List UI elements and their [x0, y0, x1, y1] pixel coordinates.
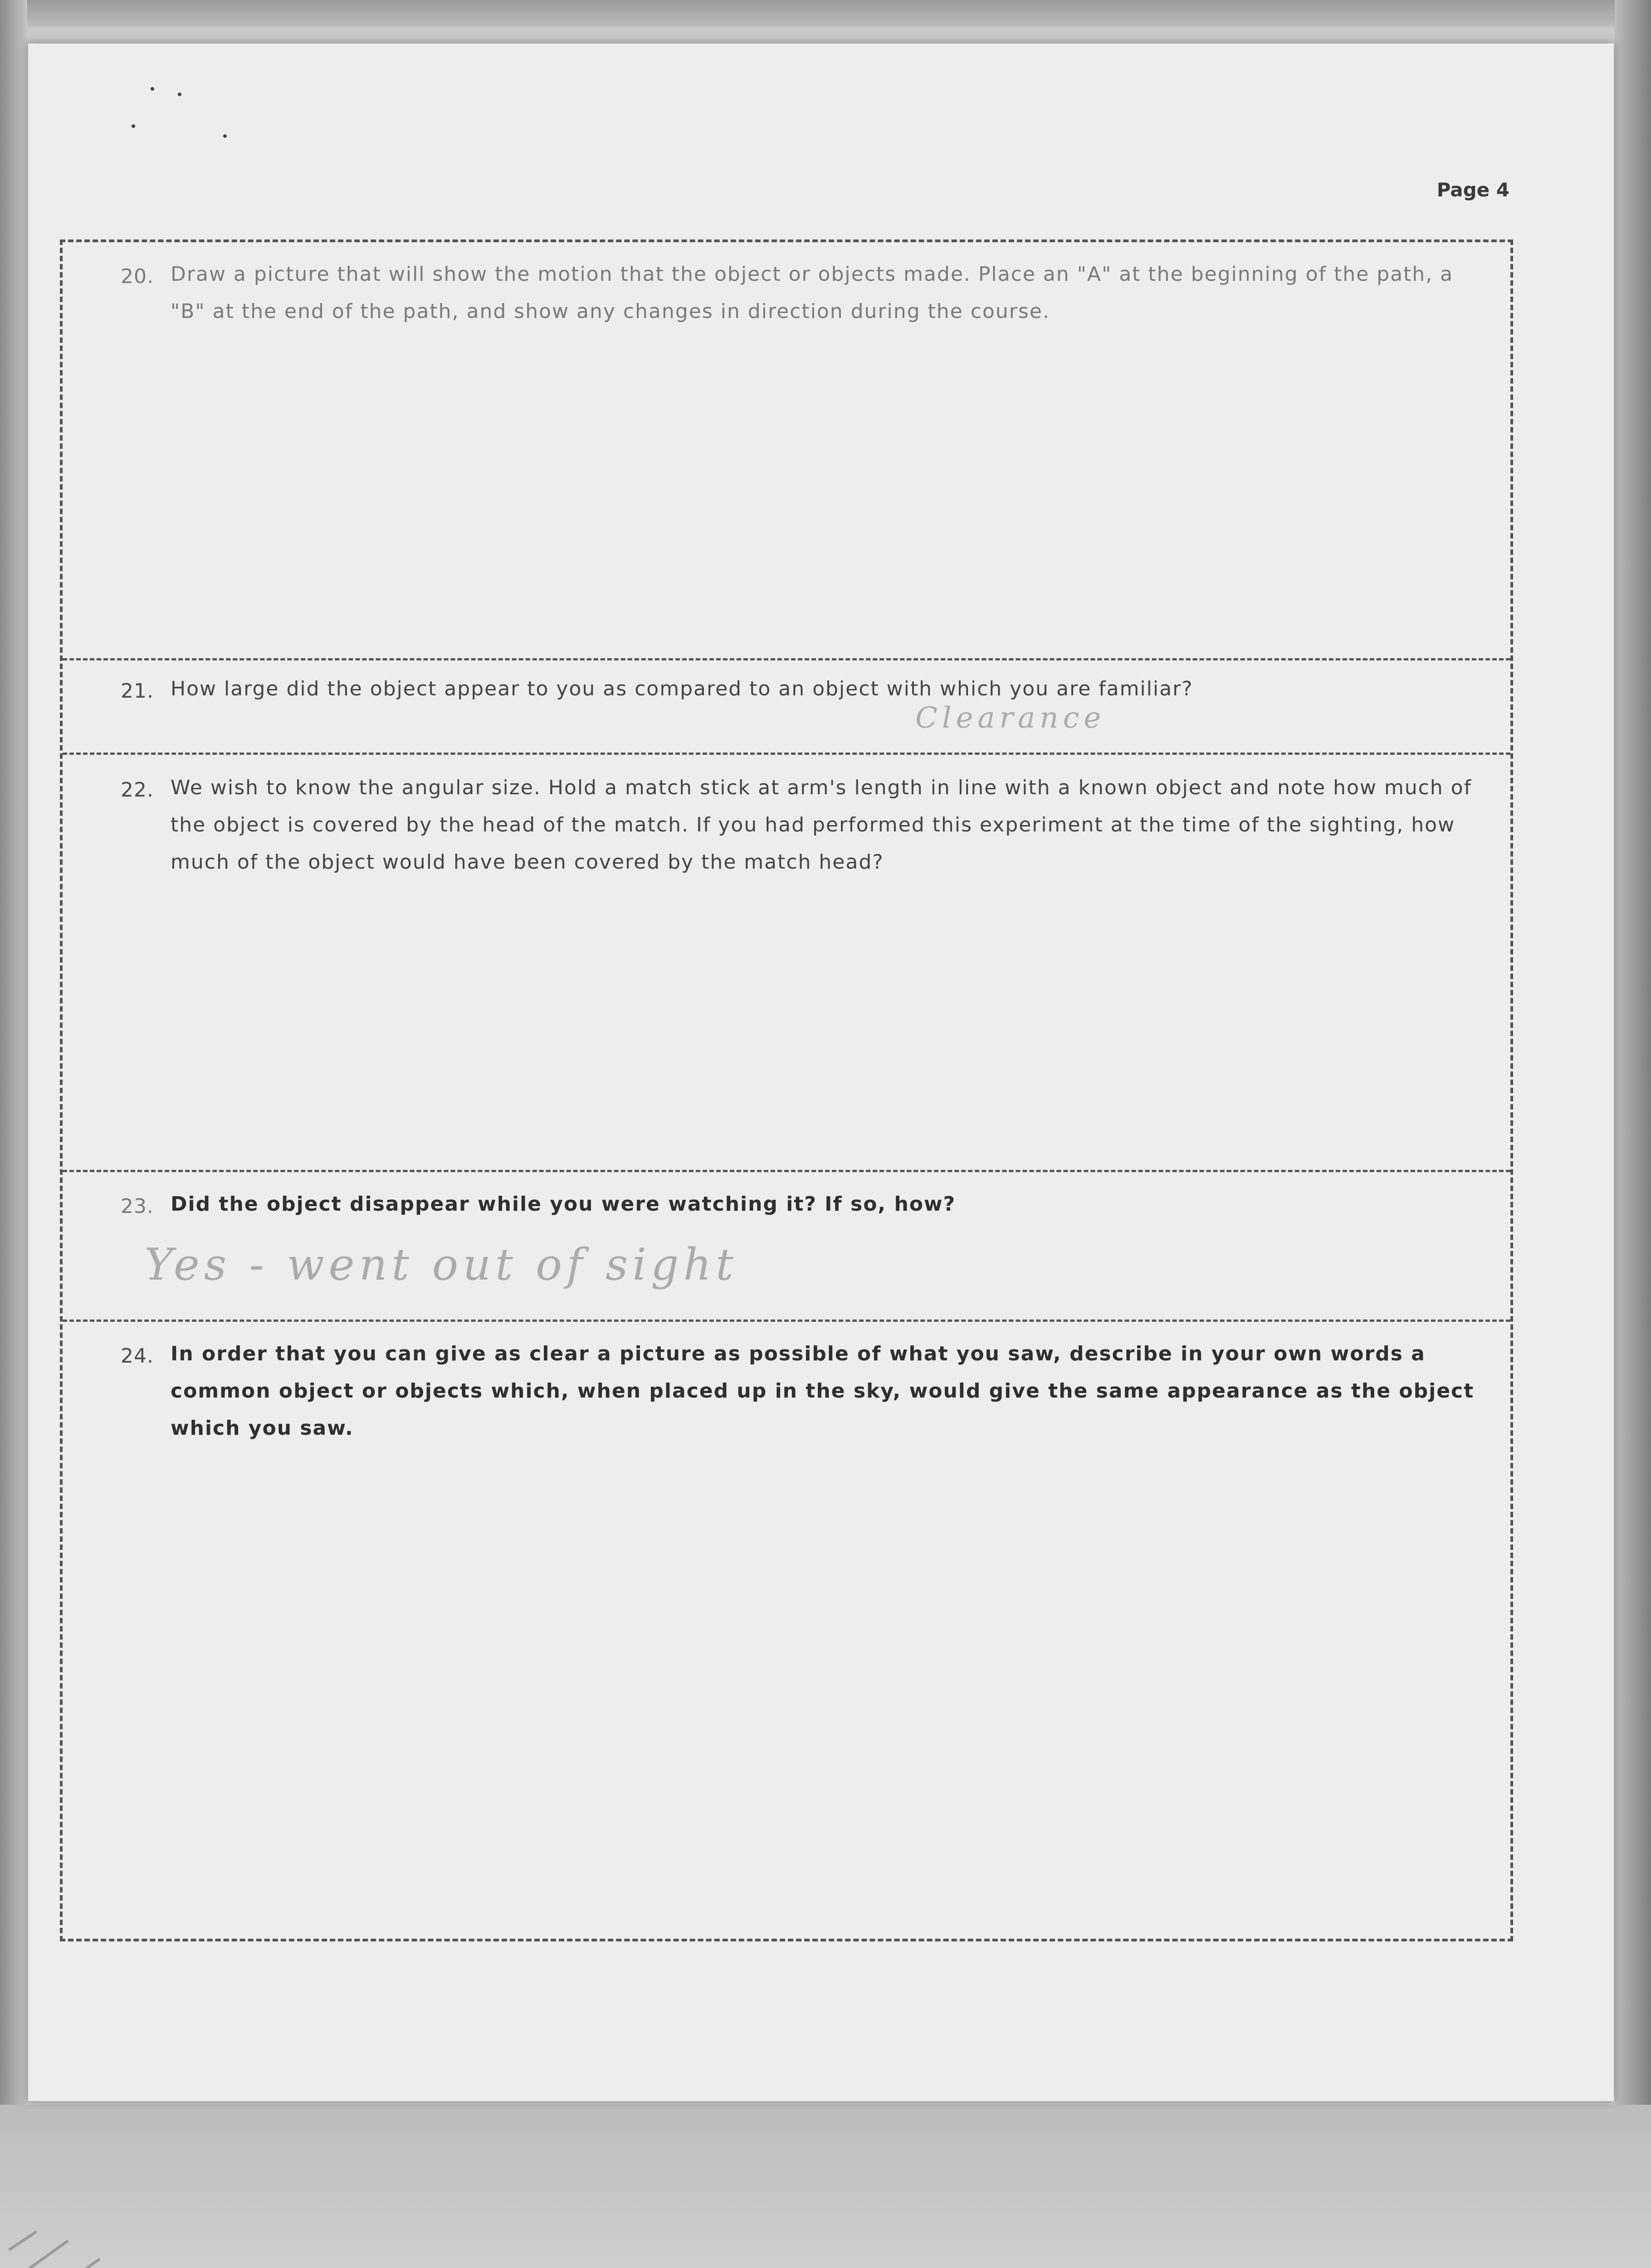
question-number: 21. — [121, 679, 154, 703]
page-speck — [178, 93, 181, 96]
film-border-bottom — [0, 2105, 1651, 2268]
question-23-section — [63, 1172, 1510, 1322]
question-text: How large did the object appear to you as compared to an object with which you are familiar? — [171, 677, 1193, 700]
form-page — [28, 44, 1614, 2101]
question-number: 20. — [121, 265, 154, 288]
page-speck — [132, 124, 135, 128]
question-text: We wish to know the angular size. Hold a match stick at arm's length in line with a known object and note how much of the object is covered by the head of the match. If you had performed this experiment at the time of the sighting, how much of the object would have been covered by the match head? — [171, 776, 1472, 874]
question-22-section — [63, 755, 1510, 1172]
page-speck — [151, 87, 154, 91]
handwritten-answer: Clearance — [915, 701, 1106, 735]
question-number: 23. — [121, 1195, 154, 1218]
question-text: In order that you can give as clear a picture as possible of what you saw, describe in your own words a common object or objects which, when placed up in the sky, would give the same appearance as the object which you saw. — [171, 1342, 1475, 1440]
question-number: 22. — [121, 778, 154, 802]
question-20-section — [63, 242, 1510, 660]
film-border-right — [1615, 0, 1651, 2132]
edge-scribble-mark — [0, 2223, 145, 2268]
page-speck — [223, 134, 227, 138]
question-21-section — [63, 660, 1510, 755]
page-number: Page 4 — [1436, 179, 1509, 201]
film-border-left — [0, 0, 27, 2132]
question-text: Did the object disappear while you were watching it? If so, how? — [171, 1193, 956, 1216]
handwritten-answer: Yes - went out of sight — [144, 1239, 738, 1290]
film-border-top — [0, 0, 1651, 27]
question-number: 24. — [121, 1344, 154, 1368]
question-text: Draw a picture that will show the motion that the object or objects made. Place an "A" at the beginning of the path, a "B" at the end of the path, and show any changes in direction during the course. — [171, 263, 1454, 323]
questionnaire-frame — [60, 240, 1513, 1941]
question-24-section — [63, 1322, 1510, 1939]
